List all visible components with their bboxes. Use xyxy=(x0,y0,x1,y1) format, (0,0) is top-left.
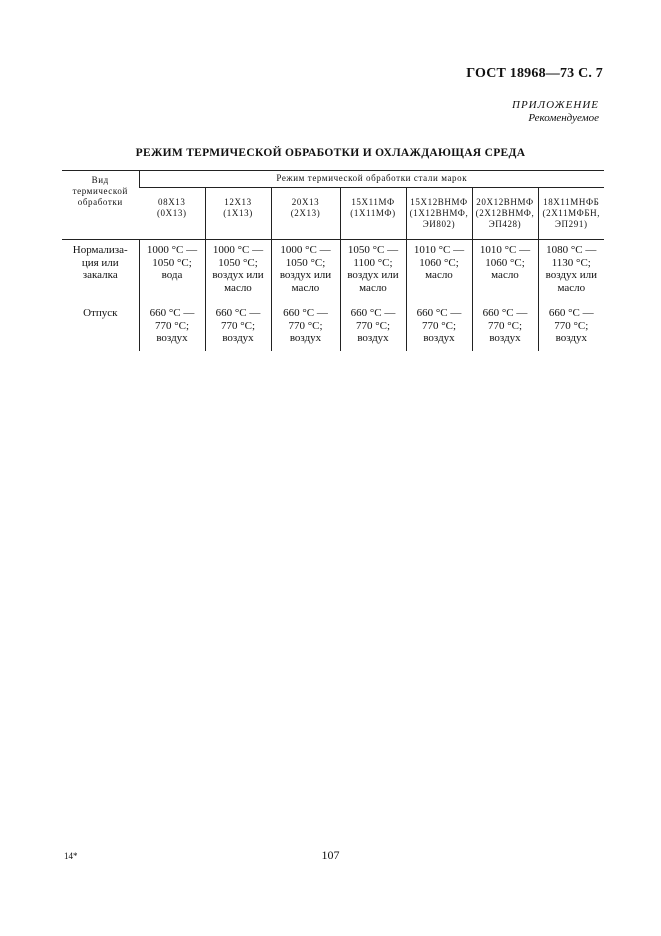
table-cell xyxy=(472,300,538,351)
cell-line: 1010 °С — xyxy=(479,244,531,256)
cell-line: 1130 °С; xyxy=(551,256,591,269)
cell-line: 770 °С; xyxy=(421,319,457,332)
cell-line: масло xyxy=(291,281,320,294)
cell-line: 660 °С — xyxy=(416,307,462,319)
cell-line: 770 °С; xyxy=(554,319,589,332)
cell-line: воздух xyxy=(555,332,587,344)
cell-line: воздух xyxy=(222,332,254,344)
table-cell xyxy=(340,300,406,351)
grade-line: 20Х13 xyxy=(291,197,320,207)
grade-header xyxy=(340,188,406,240)
appendix-note: Рекомендуемое xyxy=(528,112,599,124)
cell-line: 660 °С — xyxy=(548,307,594,319)
header-line: термической xyxy=(72,186,128,196)
cell-line: масло xyxy=(359,281,387,294)
cell-line: 660 °С — xyxy=(350,307,396,319)
grade-header xyxy=(406,188,472,240)
table-cell xyxy=(406,300,472,351)
label-line: Нормализа- xyxy=(72,244,128,256)
grade-line: 18Х11МНФБ xyxy=(543,197,600,207)
table-row xyxy=(62,240,604,300)
cell-line: воздух xyxy=(489,332,521,344)
cell-line: 770 °С; xyxy=(154,319,190,332)
cell-line: 660 °С — xyxy=(482,307,528,319)
cell-line: масло xyxy=(491,269,519,281)
table-cell xyxy=(538,300,604,351)
cell-line: масло xyxy=(224,281,252,294)
cell-line: 1080 °С — xyxy=(546,244,597,256)
grade-line: ЭИ802) xyxy=(422,219,456,229)
grade-line: 15Х11МФ xyxy=(351,197,395,207)
cell-line: 770 °С; xyxy=(288,319,323,332)
grade-line: 20Х12ВНМФ xyxy=(476,197,534,207)
grade-line: 12Х13 xyxy=(224,197,252,207)
cell-line: 1100 °С; xyxy=(353,256,393,269)
header-line: обработки xyxy=(77,197,123,207)
cell-line: воздух xyxy=(156,332,188,344)
grade-line: (2Х11МФБН, xyxy=(542,208,601,218)
cell-line: 770 °С; xyxy=(487,319,523,332)
heat-treatment-table xyxy=(62,170,604,351)
appendix-label: ПРИЛОЖЕНИЕ xyxy=(512,99,599,111)
grade-line: (1Х13) xyxy=(223,208,253,218)
label-line: ция или xyxy=(81,256,119,269)
cell-line: 1050 °С; xyxy=(218,256,258,269)
cell-line: 1060 °С; xyxy=(419,256,459,269)
table-cell xyxy=(538,240,604,300)
cell-line: 770 °С; xyxy=(220,319,256,332)
row-label xyxy=(62,300,139,351)
table-row xyxy=(62,300,604,351)
cell-line: воздух или xyxy=(347,269,399,281)
table-cell xyxy=(139,240,205,300)
cell-line: 1050 °С; xyxy=(152,256,192,269)
grade-header xyxy=(538,188,604,240)
grade-line: (1Х11МФ) xyxy=(350,208,396,218)
cell-line: воздух или xyxy=(212,269,264,281)
cell-line: 1000 °С — xyxy=(280,244,331,256)
cell-line: воздух или xyxy=(545,269,597,281)
cell-line: 770 °С; xyxy=(355,319,391,332)
grade-header xyxy=(271,188,340,240)
cell-line: 1060 °С; xyxy=(485,256,525,269)
table-cell xyxy=(139,300,205,351)
grade-line: (2Х12ВНМФ, xyxy=(475,208,535,218)
cell-line: 660 °С — xyxy=(149,307,195,319)
cell-line: воздух или xyxy=(279,269,332,281)
table-cell xyxy=(205,300,271,351)
grade-line: (0Х13) xyxy=(156,208,187,218)
appendix-block xyxy=(512,99,599,125)
row-label xyxy=(62,240,139,300)
cell-line: масло xyxy=(557,281,586,294)
grade-line: (1Х12ВНМФ, xyxy=(409,208,469,218)
label-line: Отпуск xyxy=(83,307,118,319)
table-cell xyxy=(271,300,340,351)
cell-line: масло xyxy=(425,269,453,281)
label-line: закалка xyxy=(82,269,118,281)
table-title: РЕЖИМ ТЕРМИЧЕСКОЙ ОБРАБОТКИ И ОХЛАЖДАЮЩАЯ СРЕДА xyxy=(135,147,526,159)
grade-header xyxy=(472,188,538,240)
grade-header xyxy=(139,188,205,240)
grade-line: 08Х13 xyxy=(158,197,186,207)
table-cell xyxy=(406,240,472,300)
cell-line: 1000 °С — xyxy=(212,244,264,256)
cell-line: 1050 °С — xyxy=(347,244,399,256)
kind-header xyxy=(62,171,139,240)
header-line: Вид xyxy=(91,175,109,185)
cell-line: 1050 °С; xyxy=(285,256,326,269)
page-number: 107 xyxy=(321,848,340,862)
grade-line: (2Х13) xyxy=(290,208,321,218)
grade-line: 15Х12ВНМФ xyxy=(410,197,468,207)
cell-line: вода xyxy=(161,269,183,281)
table-cell xyxy=(340,240,406,300)
cell-line: 660 °С — xyxy=(283,307,328,319)
grade-line: ЭП428) xyxy=(488,219,522,229)
grade-header-row xyxy=(62,188,604,240)
cell-line: воздух xyxy=(423,332,455,344)
cell-line: 1000 °С — xyxy=(146,244,198,256)
grade-line: ЭП291) xyxy=(555,219,588,229)
table-cell xyxy=(205,240,271,300)
table-cell xyxy=(271,240,340,300)
standard-header: ГОСТ 18968—73 С. 7 xyxy=(466,66,603,81)
footer-mark: 14* xyxy=(64,851,78,861)
table-cell xyxy=(472,240,538,300)
cell-line: воздух xyxy=(357,332,389,344)
cell-line: воздух xyxy=(289,332,322,344)
cell-line: 660 °С — xyxy=(215,307,261,319)
table-header-row xyxy=(62,171,604,188)
grade-header xyxy=(205,188,271,240)
cell-line: 1010 °С — xyxy=(413,244,465,256)
group-header: Режим термической обработки стали марок xyxy=(139,171,604,188)
